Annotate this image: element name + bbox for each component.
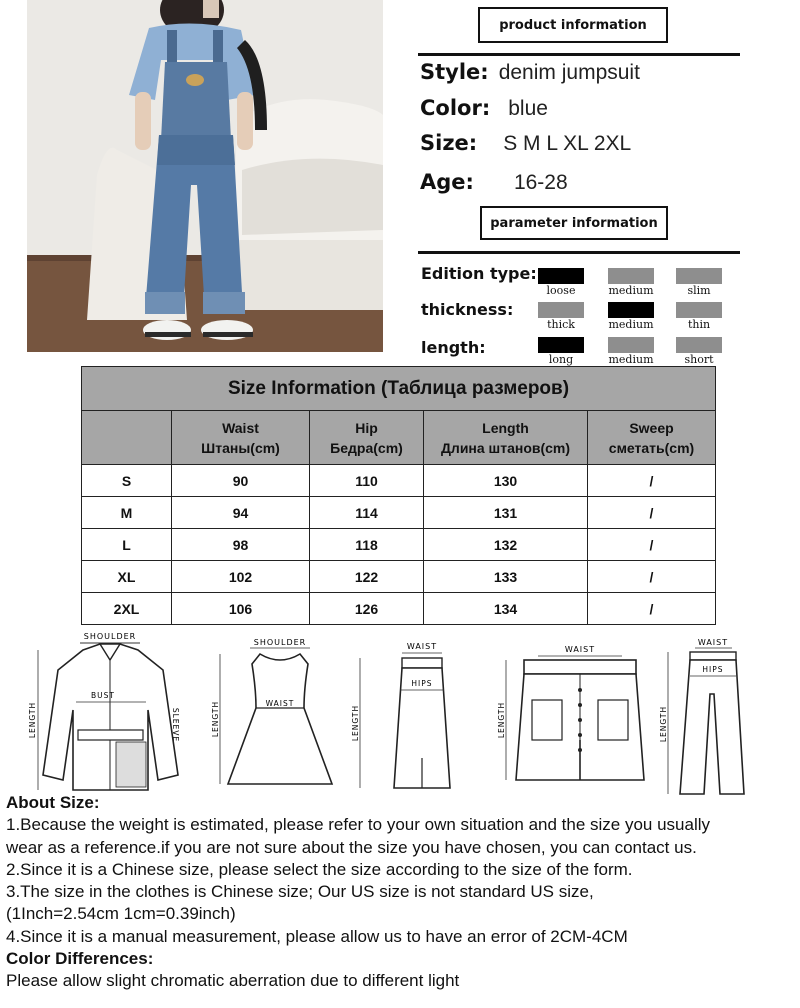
- about-size-title: About Size:: [6, 793, 100, 812]
- param-swatch-thin: [676, 302, 722, 318]
- header-line: Waist: [222, 419, 259, 436]
- denim-jumpsuit-photo-illustration: [27, 0, 383, 352]
- note-line: 4.Since it is a manual measurement, please allow us to have an error of 2CM-4CM: [6, 926, 628, 946]
- header-line: Бедра(cm): [330, 439, 403, 456]
- param-option-label: short: [684, 353, 714, 366]
- value-cell: 90: [172, 465, 310, 497]
- param-option-label: thick: [547, 318, 575, 331]
- divider: [418, 251, 740, 254]
- dress-diagram-icon: [212, 634, 342, 794]
- color-note-line: Please allow slight chromatic aberration due to different light: [6, 971, 460, 991]
- waist-column-header: [172, 411, 310, 465]
- skirt-top-label: WAIST: [406, 642, 438, 651]
- shorts-measurement-diagram: [498, 640, 648, 790]
- pants-measurement-diagram: [660, 634, 760, 804]
- note-line: 2.Since it is a Chinese size, please select the size according to the size of the form.: [6, 859, 633, 879]
- table-row: [82, 561, 716, 593]
- style-row: [420, 60, 640, 85]
- size-table: [81, 366, 716, 625]
- header-line: Штаны(cm): [201, 439, 280, 456]
- value-cell: 102: [172, 561, 310, 593]
- skirt-mid-label: HIPS: [411, 679, 433, 688]
- param-option-label: slim: [687, 284, 711, 297]
- value-cell: /: [588, 497, 716, 529]
- pants-mid-label: HIPS: [702, 665, 724, 674]
- product-information-header: [478, 7, 668, 43]
- header-line: Длина штанов(cm): [440, 439, 571, 456]
- param-option-label: medium: [608, 353, 654, 366]
- note-line: 3.The size in the clothes is Chinese size; Our US size is not standard US size,: [6, 882, 594, 902]
- size-cell: M: [82, 497, 172, 529]
- value-cell: 131: [424, 497, 588, 529]
- value-cell: /: [588, 593, 716, 625]
- param-option-label: thin: [687, 318, 711, 331]
- note-line: wear as a reference.if you are not sure about the size you have chosen, you can contact us.: [6, 837, 697, 857]
- edition-type-label: Edition type:: [421, 264, 537, 283]
- size-cell: L: [82, 529, 172, 561]
- size-row: [420, 131, 631, 156]
- shirt-top-label: SHOULDER: [83, 632, 137, 641]
- value-cell: /: [588, 465, 716, 497]
- size-cell: S: [82, 465, 172, 497]
- sweep-column-header: [588, 411, 716, 465]
- shirt-mid-label: BUST: [91, 691, 115, 700]
- pants-diagram-icon: [660, 634, 760, 804]
- dress-top-label: SHOULDER: [253, 638, 307, 647]
- parameter-information-label: parameter information: [490, 215, 658, 231]
- header-line: Length: [482, 419, 529, 436]
- value-cell: 126: [310, 593, 424, 625]
- value-cell: 134: [424, 593, 588, 625]
- value-cell: 122: [310, 561, 424, 593]
- dress-mid-label: WAIST: [265, 699, 295, 708]
- value-cell: 130: [424, 465, 588, 497]
- value-cell: 114: [310, 497, 424, 529]
- color-key: Color:: [420, 96, 491, 120]
- size-key: Size:: [420, 131, 478, 155]
- shirt-diagram-icon: [28, 630, 193, 800]
- note-line: 1.Because the weight is estimated, please refer to your own situation and the size you usually: [6, 815, 711, 835]
- value-cell: 110: [310, 465, 424, 497]
- param-swatch-slim: [676, 268, 722, 284]
- age-value: 16-28: [513, 171, 568, 194]
- skirt-measurement-diagram: [352, 638, 472, 798]
- dress-left-label: LENGTH: [211, 700, 220, 738]
- param-swatch-medium: [608, 337, 654, 353]
- note-line: (1Inch=2.54cm 1cm=0.39inch): [6, 904, 236, 924]
- param-swatch-thick: [538, 302, 584, 318]
- value-cell: 106: [172, 593, 310, 625]
- color-differences-title: Color Differences:: [6, 949, 154, 969]
- color-value: blue: [508, 97, 548, 120]
- table-row: [82, 529, 716, 561]
- value-cell: 94: [172, 497, 310, 529]
- param-option-label: medium: [608, 318, 654, 331]
- age-key: Age:: [420, 170, 474, 194]
- shirt-right-label: SLEEVE: [171, 707, 180, 743]
- param-option-label: loose: [546, 284, 576, 297]
- param-option-label: long: [548, 353, 574, 366]
- divider: [418, 53, 740, 56]
- param-swatch-short: [676, 337, 722, 353]
- value-cell: 132: [424, 529, 588, 561]
- length-column-header: [424, 411, 588, 465]
- param-swatch-medium: [608, 302, 654, 318]
- header-line: Hip: [355, 419, 378, 436]
- age-row: [420, 170, 568, 195]
- value-cell: /: [588, 529, 716, 561]
- pants-left-label: LENGTH: [659, 705, 668, 743]
- param-swatch-medium: [608, 268, 654, 284]
- thickness-label: thickness:: [421, 300, 514, 319]
- value-cell: 118: [310, 529, 424, 561]
- pants-top-label: WAIST: [697, 638, 729, 647]
- size-table-title: Size Information (Таблица размеров): [82, 367, 716, 411]
- table-row: [82, 593, 716, 625]
- size-column-header: [82, 411, 172, 465]
- header-line: сметать(cm): [608, 439, 695, 456]
- style-value: denim jumpsuit: [498, 61, 640, 84]
- skirt-diagram-icon: [352, 638, 472, 798]
- product-photo: [27, 0, 383, 352]
- shorts-left-label: LENGTH: [497, 701, 506, 739]
- shirt-measurement-diagram: [28, 630, 193, 800]
- size-notes: [6, 792, 796, 993]
- value-cell: /: [588, 561, 716, 593]
- shorts-top-label: WAIST: [564, 645, 596, 654]
- size-value: S M L XL 2XL: [503, 132, 632, 155]
- product-information-label: product information: [499, 17, 647, 33]
- size-cell: 2XL: [82, 593, 172, 625]
- length-label: length:: [421, 338, 486, 357]
- value-cell: 133: [424, 561, 588, 593]
- param-swatch-long: [538, 337, 584, 353]
- header-line: Sweep: [629, 419, 674, 436]
- param-option-label: medium: [608, 284, 654, 297]
- param-swatch-loose: [538, 268, 584, 284]
- hip-column-header: [310, 411, 424, 465]
- parameter-information-header: [480, 206, 668, 240]
- table-row: [82, 497, 716, 529]
- style-key: Style:: [420, 60, 489, 84]
- size-cell: XL: [82, 561, 172, 593]
- skirt-left-label: LENGTH: [351, 704, 360, 742]
- dress-measurement-diagram: [212, 634, 342, 794]
- color-row: [420, 96, 548, 121]
- shorts-diagram-icon: [498, 640, 648, 790]
- table-row: [82, 465, 716, 497]
- value-cell: 98: [172, 529, 310, 561]
- shirt-left-label: LENGTH: [28, 701, 37, 739]
